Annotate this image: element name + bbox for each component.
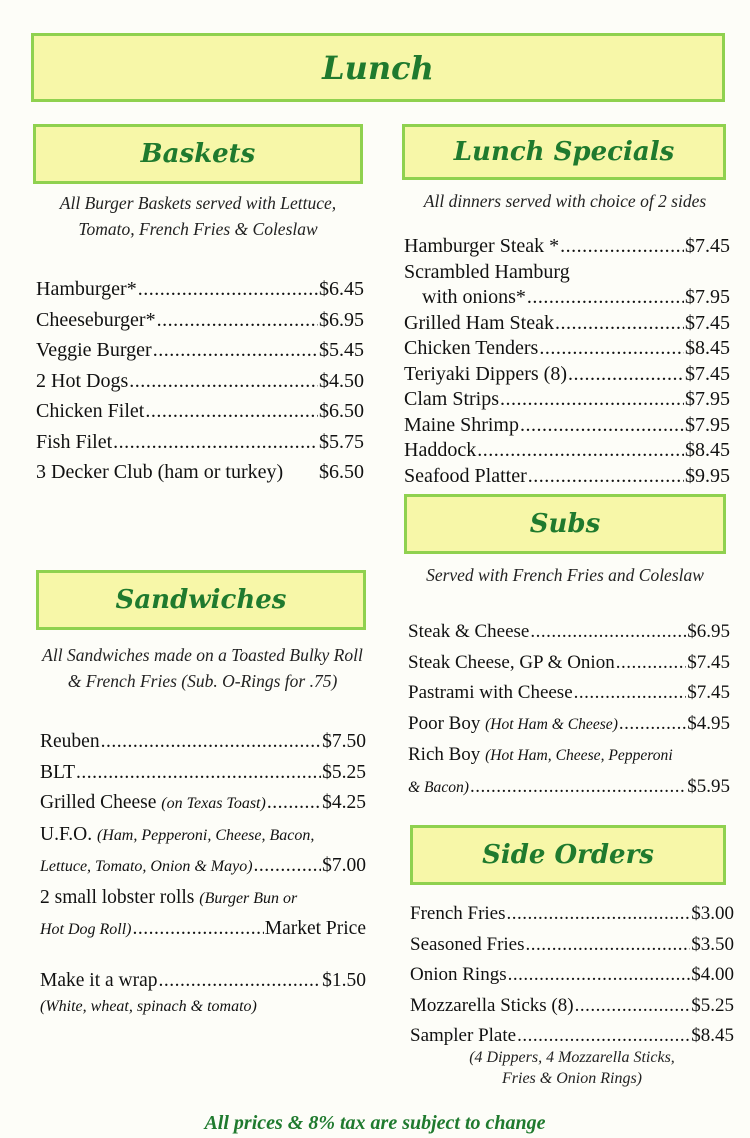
lunch-banner	[31, 33, 725, 102]
menu-item: Sampler Plate ..... $8.45	[410, 1021, 734, 1052]
menu-item: Seafood Platter ..... $9.95	[404, 464, 730, 490]
menu-item: Cheeseburger* ..... $6.95	[36, 305, 364, 336]
menu-item: Chicken Filet ..... $6.50	[36, 396, 364, 427]
baskets-title: Baskets	[140, 139, 256, 169]
menu-item: Teriyaki Dippers (8) ..... $7.45	[404, 362, 730, 388]
menu-item: Poor Boy (Hot Ham & Cheese) ..... $4.95	[408, 709, 730, 741]
side-orders-list	[410, 899, 734, 1052]
footer-disclaimer: All prices & 8% tax are subject to change	[204, 1112, 546, 1134]
baskets-list	[36, 274, 364, 488]
subs-list	[408, 617, 730, 803]
menu-item: Steak Cheese, GP & Onion ..... $7.45	[408, 648, 730, 679]
menu-item: French Fries ..... $3.00	[410, 899, 734, 930]
page-title: Lunch	[322, 48, 434, 87]
menu-item: Rich Boy (Hot Ham, Cheese, Pepperoni	[408, 744, 673, 765]
lunch-specials-list	[404, 234, 730, 489]
menu-item: Onion Rings ..... $4.00	[410, 960, 734, 991]
menu-item: 3 Decker Club (ham or turkey) $6.50	[36, 461, 364, 483]
menu-item: with onions* ..... $7.95	[404, 285, 730, 311]
sandwiches-banner	[36, 570, 366, 630]
sampler-note: (4 Dippers, 4 Mozzarella Sticks, Fries & Onion Rings)	[469, 1049, 675, 1087]
side-orders-title: Side Orders	[482, 840, 654, 870]
menu-item: Pastrami with Cheese ..... $7.45	[408, 678, 730, 709]
baskets-description: All Burger Baskets served with Lettuce, Tomato, French Fries & Coleslaw	[59, 193, 337, 239]
menu-item: Fish Filet ..... $5.75	[36, 427, 364, 458]
lunch-specials-description: All dinners served with choice of 2 sides	[423, 191, 707, 211]
menu-item: Lettuce, Tomato, Onion & Mayo) ..... $7.00	[40, 851, 366, 883]
subs-description: Served with French Fries and Coleslaw	[426, 565, 704, 585]
menu-item: Seasoned Fries ..... $3.50	[410, 930, 734, 961]
lunch-specials-banner	[402, 124, 726, 180]
wrap-option	[40, 968, 366, 1020]
menu-item: Chicken Tenders ..... $8.45	[404, 336, 730, 362]
menu-item: Mozzarella Sticks (8) ..... $5.25	[410, 991, 734, 1022]
lunch-specials-title: Lunch Specials	[453, 137, 675, 167]
menu-item: Veggie Burger ..... $5.45	[36, 335, 364, 366]
menu-item: Reuben ..... $7.50	[40, 727, 366, 758]
subs-banner	[404, 494, 726, 554]
sandwiches-list	[40, 727, 366, 946]
wrap-note: (White, wheat, spinach & tomato)	[40, 998, 257, 1015]
sandwiches-title: Sandwiches	[115, 585, 287, 615]
menu-item: Scrambled Hamburg	[404, 260, 570, 283]
menu-item: Hamburger Steak * ..... $7.45	[404, 234, 730, 260]
menu-item: Grilled Ham Steak ..... $7.45	[404, 311, 730, 337]
subs-title: Subs	[529, 509, 601, 539]
menu-item: U.F.O. (Ham, Pepperoni, Cheese, Bacon,	[40, 823, 315, 845]
menu-item: Hot Dog Roll) ..... Market Price	[40, 914, 366, 946]
menu-item: Steak & Cheese ..... $6.95	[408, 617, 730, 648]
menu-item: Grilled Cheese (on Texas Toast) ..... $4.25	[40, 788, 366, 820]
baskets-banner	[33, 124, 363, 184]
menu-item: Haddock ..... $8.45	[404, 438, 730, 464]
menu-item: 2 Hot Dogs ..... $4.50	[36, 366, 364, 397]
menu-item: Hamburger* ..... $6.45	[36, 274, 364, 305]
side-orders-banner	[410, 825, 726, 885]
menu-item: BLT ..... $5.25	[40, 758, 366, 789]
menu-item: & Bacon) ..... $5.95	[408, 772, 730, 804]
sandwiches-description: All Sandwiches made on a Toasted Bulky Roll & French Fries (Sub. O-Rings for .75)	[42, 645, 363, 691]
menu-item: 2 small lobster rolls (Burger Bun or	[40, 886, 298, 908]
menu-item: Make it a wrap ..... $1.50	[40, 968, 366, 994]
menu-item: Clam Strips ..... $7.95	[404, 387, 730, 413]
menu-item: Maine Shrimp ..... $7.95	[404, 413, 730, 439]
